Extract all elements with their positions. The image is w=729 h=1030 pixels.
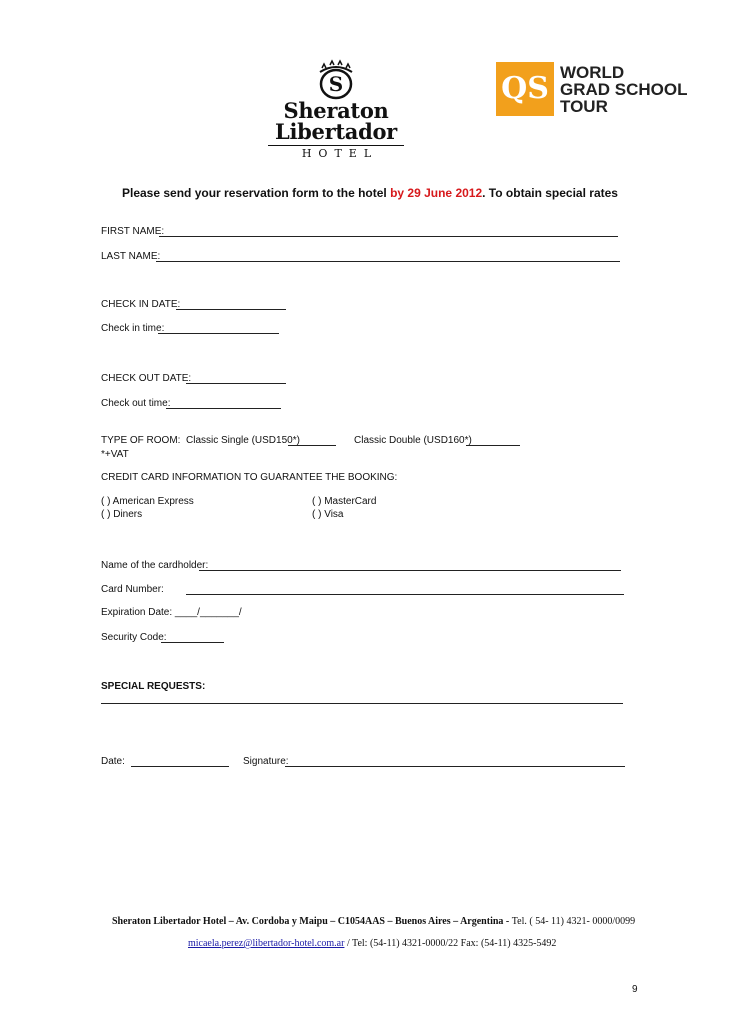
- expiration-date-field[interactable]: Expiration Date: ____/_______/: [101, 607, 242, 618]
- qs-tour-title: WORLD GRAD SCHOOL TOUR: [560, 63, 688, 116]
- cardholder-label: Name of the cardholder:: [101, 560, 209, 571]
- check-in-time-field[interactable]: [158, 333, 279, 334]
- card-option-visa[interactable]: ( ) Visa: [312, 509, 344, 520]
- last-name-field[interactable]: [156, 261, 620, 262]
- footer-address: Sheraton Libertador Hotel – Av. Cordoba y Maipu – C1054AAS – Buenos Aires – Argentina - Tel. ( 54- 11) 4321- 0000/0099: [112, 916, 636, 927]
- sheraton-divider: [268, 145, 404, 146]
- qs-mark: QS: [496, 62, 554, 116]
- card-option-amex[interactable]: ( ) American Express: [101, 496, 194, 507]
- check-in-date-field[interactable]: [176, 309, 286, 310]
- sheraton-name-line2: Libertador: [275, 119, 397, 144]
- email-link[interactable]: micaela.perez@libertador-hotel.com.ar: [188, 938, 345, 949]
- room-double-label: Classic Double (USD160*): [354, 435, 472, 446]
- security-code-field[interactable]: [161, 642, 224, 643]
- check-in-time-label: Check in time:: [101, 323, 165, 334]
- sheraton-emblem-icon: [316, 58, 356, 100]
- check-out-date-label: CHECK OUT DATE:: [101, 373, 192, 384]
- check-out-date-field[interactable]: [186, 383, 286, 384]
- card-option-diners[interactable]: ( ) Diners: [101, 509, 143, 520]
- special-requests-field[interactable]: [101, 703, 623, 704]
- first-name-label: FIRST NAME:: [101, 226, 165, 237]
- cardholder-field[interactable]: [199, 570, 621, 571]
- card-number-field[interactable]: [186, 594, 624, 595]
- check-out-time-field[interactable]: [166, 408, 281, 409]
- date-field[interactable]: [131, 766, 229, 767]
- room-type-label: TYPE OF ROOM:: [101, 435, 181, 446]
- deadline-text: by 29 June 2012: [390, 186, 483, 200]
- footer-contact: micaela.perez@libertador-hotel.com.ar / Tel: (54-11) 4321-0000/22 Fax: (54-11) 4325-5492: [188, 938, 557, 949]
- check-in-date-label: CHECK IN DATE:: [101, 299, 181, 310]
- last-name-label: LAST NAME:: [101, 251, 161, 262]
- date-label: Date:: [101, 756, 125, 767]
- sheraton-hotel-word: HOTEL: [301, 147, 379, 160]
- room-double-field[interactable]: [466, 445, 520, 446]
- special-requests-label: SPECIAL REQUESTS:: [101, 681, 206, 692]
- first-name-field[interactable]: [159, 236, 618, 237]
- room-single-field[interactable]: [288, 445, 336, 446]
- page-number: 9: [632, 984, 638, 995]
- credit-card-heading: CREDIT CARD INFORMATION TO GUARANTEE THE BOOKING:: [101, 472, 398, 483]
- security-code-label: Security Code:: [101, 632, 167, 643]
- instruction-text: Please send your reservation form to the hotel by 29 June 2012. To obtain special rates: [122, 186, 618, 200]
- check-out-time-label: Check out time:: [101, 398, 171, 409]
- vat-note: *+VAT: [101, 449, 129, 460]
- room-single-label: Classic Single (USD150*): [186, 435, 300, 446]
- sheraton-logo: [262, 58, 410, 162]
- signature-label: Signature:: [243, 756, 289, 767]
- card-option-mastercard[interactable]: ( ) MasterCard: [312, 496, 377, 507]
- svg-text:S: S: [328, 72, 344, 96]
- card-number-label: Card Number:: [101, 584, 164, 595]
- qs-logo: [496, 62, 710, 122]
- sheraton-name-line1: Sheraton: [283, 98, 389, 123]
- signature-field[interactable]: [285, 766, 625, 767]
